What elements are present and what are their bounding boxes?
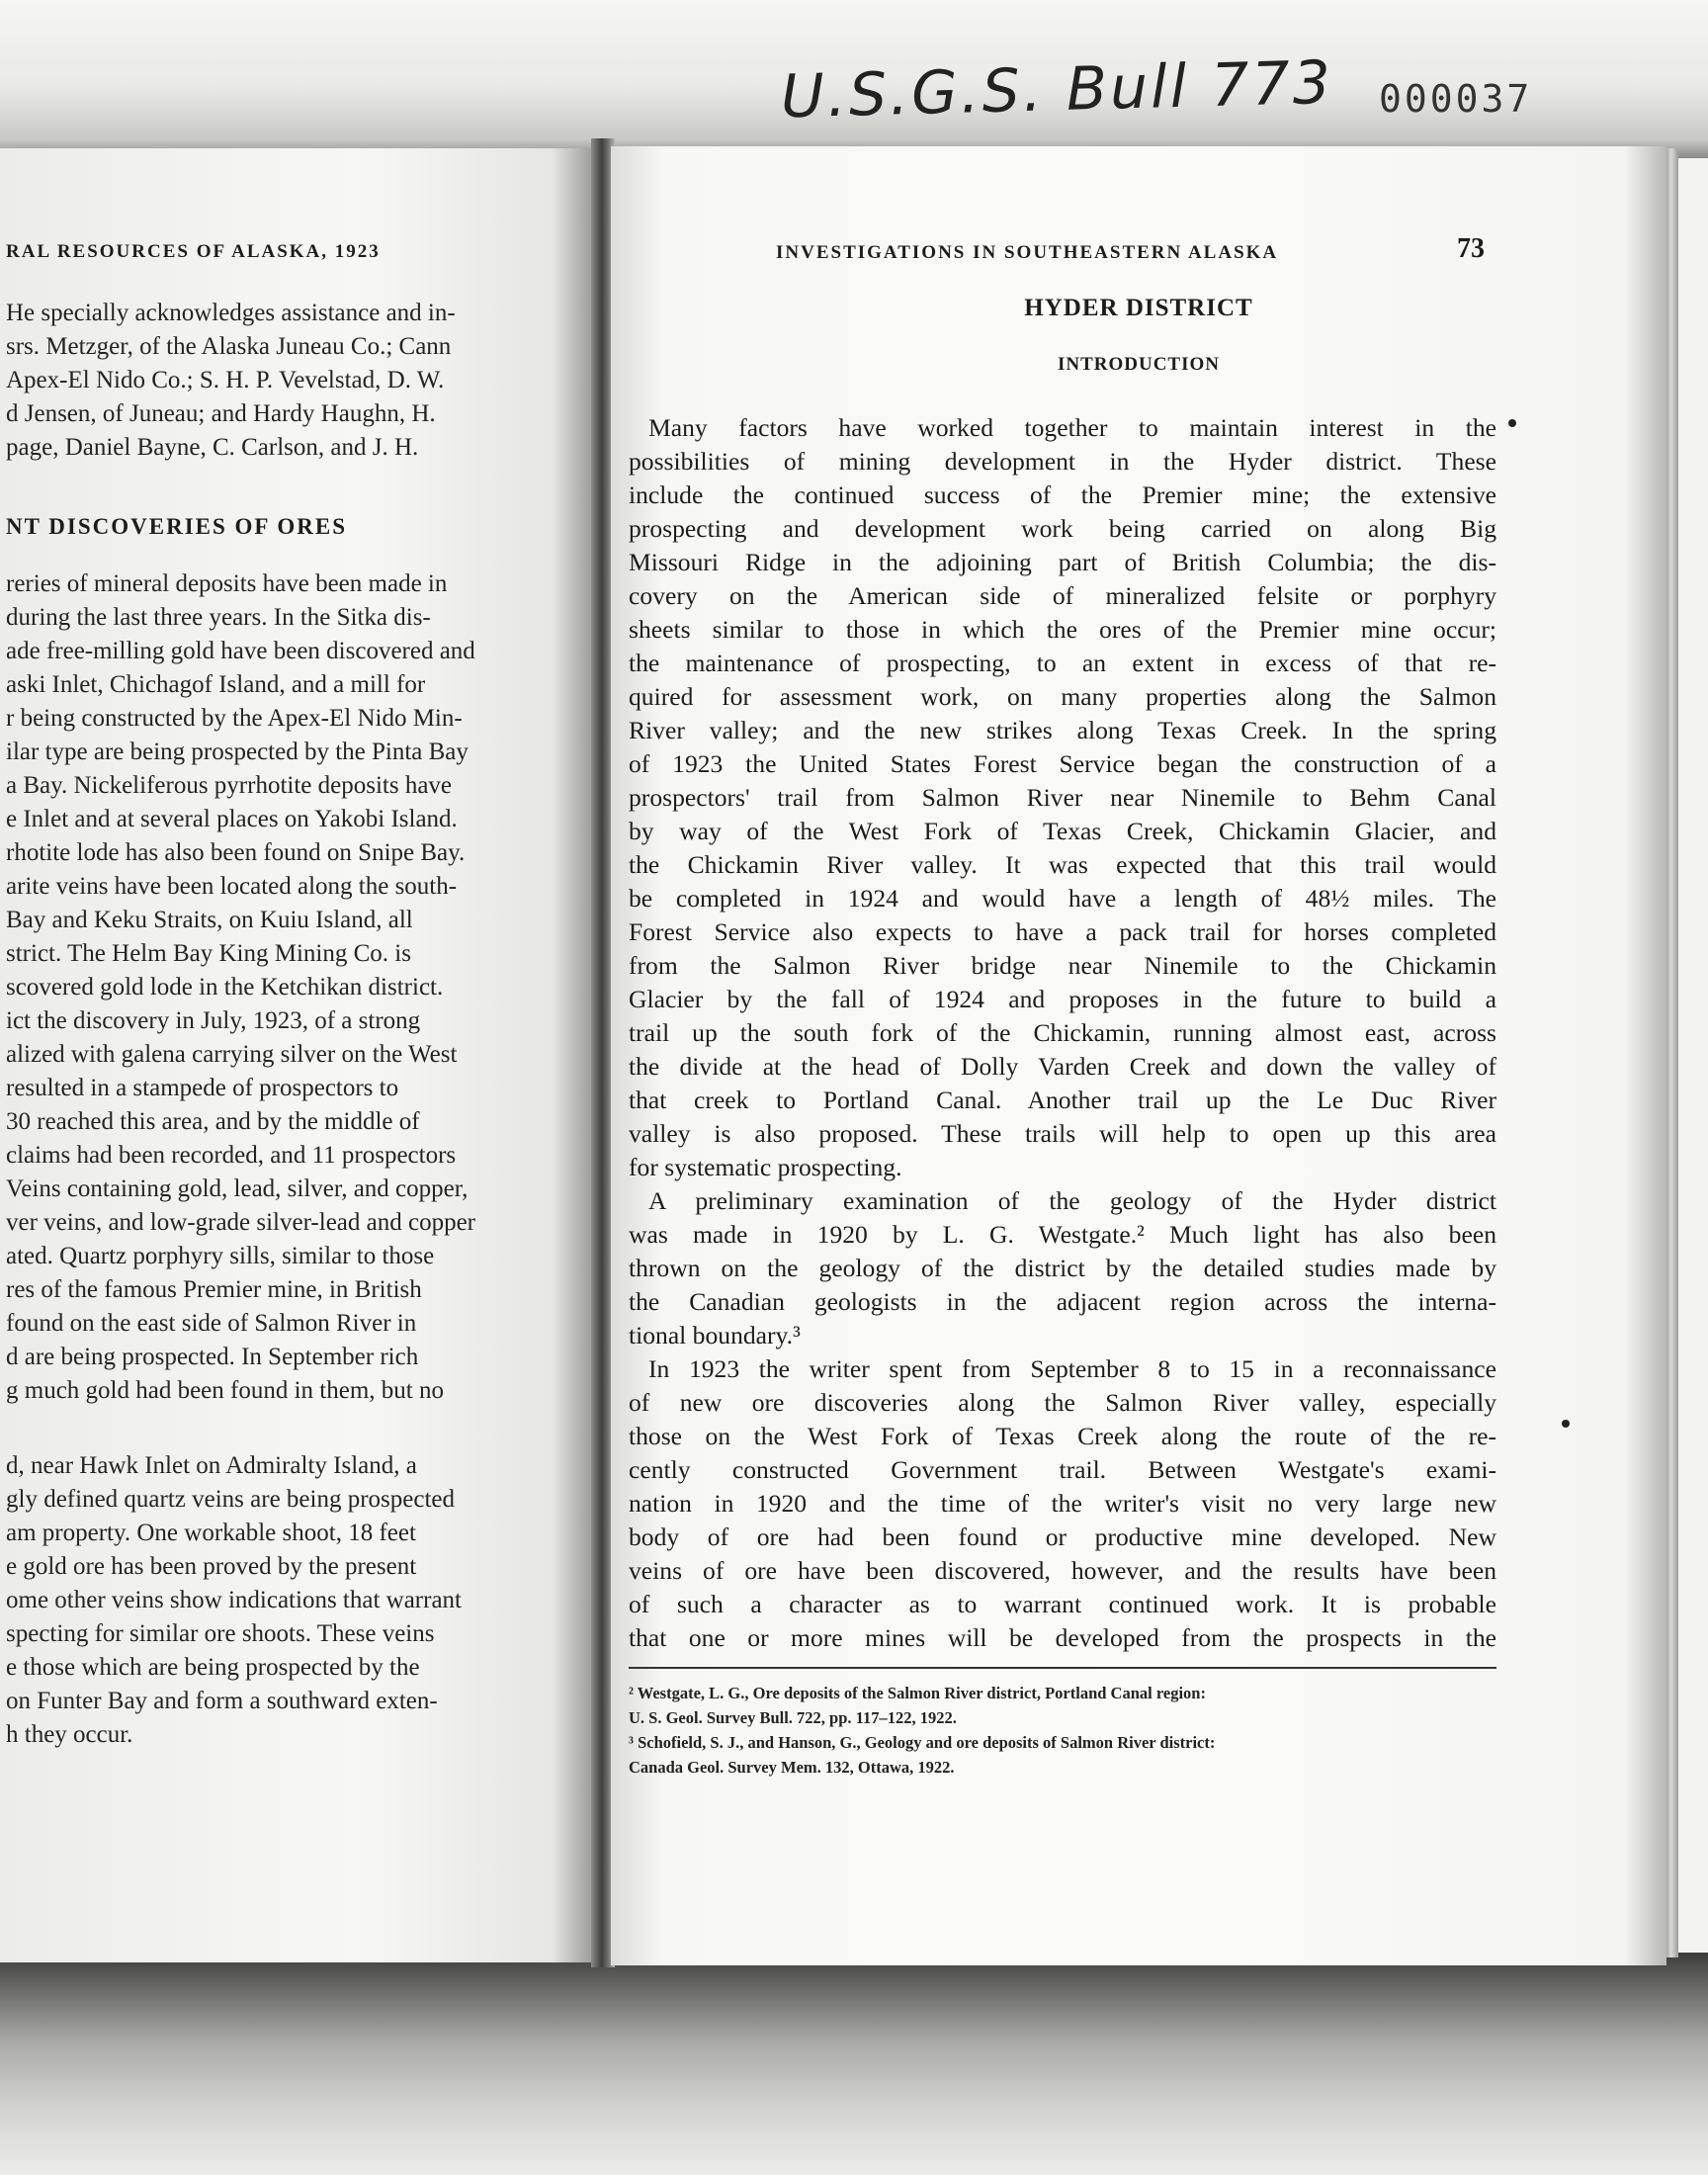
text-line: 30 reached this area, and by the middle of [6, 1108, 420, 1135]
text-line: h they occur. [6, 1721, 133, 1748]
text-line: include the continued success of the Premier mine; the extensive [629, 480, 1496, 509]
text-line: during the last three years. In the Sitka dis- [6, 604, 431, 631]
text-line: e Inlet and at several places on Yakobi Island. [6, 806, 458, 832]
footnote-line: ³ Schofield, S. J., and Hanson, G., Geology and ore deposits of Salmon River district: [629, 1733, 1216, 1752]
text-line: srs. Metzger, of the Alaska Juneau Co.; Cann [6, 333, 452, 360]
text-line: the Canadian geologists in the adjacent region across the interna- [629, 1287, 1496, 1316]
text-line: that creek to Portland Canal. Another trail up the Le Duc River [629, 1086, 1496, 1114]
text-line: River valley; and the new strikes along Texas Creek. In the spring [629, 716, 1496, 744]
text-line: possibilities of mining development in the Hyder district. These [629, 447, 1496, 476]
text-line: arite veins have been located along the south- [6, 873, 458, 900]
text-line: ilar type are being prospected by the Pinta Bay [6, 739, 469, 765]
text-line: aski Inlet, Chichagof Island, and a mill for [6, 671, 426, 698]
footnote-line: U. S. Geol. Survey Bull. 722, pp. 117–122, 1922. [629, 1708, 957, 1727]
text-line: am property. One workable shoot, 18 feet [6, 1520, 416, 1546]
scan-bottom-shadow [0, 1953, 1708, 2175]
text-line: those on the West Fork of Texas Creek along the route of the re- [629, 1422, 1496, 1450]
body-paragraph-3 [629, 1352, 1496, 1655]
text-line: of new ore discoveries along the Salmon River valley, especially [629, 1388, 1496, 1417]
text-line: of such a character as to warrant continued work. It is probable [629, 1590, 1496, 1618]
text-line: e gold ore has been proved by the present [6, 1553, 417, 1580]
text-line: ade free-milling gold have been discovered and [6, 638, 475, 664]
page-number: 73 [1457, 233, 1485, 264]
text-line: d Jensen, of Juneau; and Hardy Haughn, H. [6, 400, 436, 427]
text-line: on Funter Bay and form a southward exten- [6, 1688, 438, 1714]
text-line: of 1923 the United States Forest Service began the construction of a [629, 749, 1496, 778]
text-line: In 1923 the writer spent from September 8 to 15 in a reconnaissance [648, 1354, 1496, 1383]
text-line: body of ore had been found or productive mine developed. New [629, 1522, 1496, 1551]
text-line: strict. The Helm Bay King Mining Co. is [6, 940, 411, 967]
text-line: He specially acknowledges assistance and in- [6, 300, 456, 326]
text-line: for systematic prospecting. [629, 1153, 902, 1181]
text-line: specting for similar ore shoots. These veins [6, 1620, 435, 1647]
text-line: Forest Service also expects to have a pack trail for horses completed [629, 917, 1496, 946]
text-line: d, near Hawk Inlet on Admiralty Island, a [6, 1452, 417, 1479]
text-line: Glacier by the fall of 1924 and proposes in the future to build a [629, 985, 1496, 1013]
text-line: e those which are being prospected by the [6, 1654, 420, 1681]
footnotes [629, 1681, 1496, 1780]
text-line: quired for assessment work, on many properties along the Salmon [629, 682, 1496, 711]
text-line: d are being prospected. In September rich [6, 1344, 419, 1370]
text-line: ver veins, and low-grade silver-lead and copper [6, 1209, 475, 1236]
footnote-rule [629, 1667, 1496, 1669]
text-line: prospecting and development work being carried on along Big [629, 514, 1496, 543]
text-line: veins of ore have been discovered, however, and the results have been [629, 1556, 1496, 1585]
text-line: page, Daniel Bayne, C. Carlson, and J. H. [6, 434, 419, 461]
page-edge [1666, 148, 1678, 1958]
text-line: thrown on the geology of the district by the detailed studies made by [629, 1254, 1496, 1282]
left-paragraph-2 [6, 567, 589, 1408]
footnote-line: Canada Geol. Survey Mem. 132, Ottawa, 1922. [629, 1758, 955, 1777]
section-subtitle: INTRODUCTION [1057, 354, 1221, 375]
text-line: nation in 1920 and the time of the writer's visit no very large new [629, 1489, 1496, 1518]
text-line: sheets similar to those in which the ores of the Premier mine occur; [629, 615, 1496, 644]
speck-mark [1508, 419, 1516, 427]
text-line: Bay and Keku Straits, on Kuiu Island, all [6, 907, 413, 933]
text-line: alized with galena carrying silver on the West [6, 1041, 458, 1068]
text-line: resulted in a stampede of prospectors to [6, 1075, 399, 1101]
text-line: Missouri Ridge in the adjoining part of British Columbia; the dis- [629, 548, 1496, 576]
text-line: covery on the American side of mineralized felsite or porphyry [629, 581, 1496, 610]
text-line: rhotite lode has also been found on Snipe Bay. [6, 839, 466, 866]
text-line: a Bay. Nickeliferous pyrrhotite deposits have [6, 772, 453, 799]
text-line: ict the discovery in July, 1923, of a strong [6, 1007, 421, 1034]
section-title: HYDER DISTRICT [1024, 295, 1253, 321]
text-line: r being constructed by the Apex-El Nido Min- [6, 705, 463, 732]
text-line: found on the east side of Salmon River in [6, 1310, 417, 1337]
body-paragraph-1 [629, 411, 1496, 1184]
text-line: from the Salmon River bridge near Ninemile to the Chickamin [629, 951, 1496, 980]
text-line: gly defined quartz veins are being prospected [6, 1486, 455, 1513]
text-line: ated. Quartz porphyry sills, similar to those [6, 1243, 435, 1269]
text-line: Many factors have worked together to maintain interest in the [648, 413, 1496, 442]
text-line: tional boundary.³ [629, 1321, 801, 1349]
right-running-header: INVESTIGATIONS IN SOUTHEASTERN ALASKA [776, 242, 1279, 263]
text-line: res of the famous Premier mine, in British [6, 1276, 422, 1303]
text-line: valley is also proposed. These trails will help to open up this area [629, 1119, 1496, 1148]
text-line: Veins containing gold, lead, silver, and copper, [6, 1175, 469, 1202]
text-line: ome other veins show indications that warrant [6, 1587, 462, 1613]
text-line: by way of the West Fork of Texas Creek, Chickamin Glacier, and [629, 817, 1496, 845]
text-line: the Chickamin River valley. It was expected that this trail would [629, 850, 1496, 879]
text-line: claims had been recorded, and 11 prospectors [6, 1142, 457, 1169]
text-line: be completed in 1924 and would have a length of 48½ miles. The [629, 884, 1496, 913]
left-section-heading: NT DISCOVERIES OF ORES [6, 514, 347, 539]
body-paragraph-2 [629, 1184, 1496, 1352]
left-paragraph-1 [6, 297, 589, 465]
document-stamp-number: 000037 [1379, 77, 1533, 121]
left-paragraph-3 [6, 1449, 589, 1752]
text-line: A preliminary examination of the geology of the Hyder district [648, 1186, 1496, 1215]
text-line: g much gold had been found in them, but no [6, 1377, 444, 1404]
text-line: was made in 1920 by L. G. Westgate.² Much light has also been [629, 1220, 1496, 1249]
text-line: the divide at the head of Dolly Varden Creek and down the valley of [629, 1052, 1496, 1081]
footnote-line: ² Westgate, L. G., Ore deposits of the Salmon River district, Portland Canal region: [629, 1684, 1206, 1702]
text-line: trail up the south fork of the Chickamin, running almost east, across [629, 1018, 1496, 1047]
text-line: reries of mineral deposits have been made in [6, 570, 448, 597]
handwritten-annotation: U.S.G.S. Bull 773 [780, 47, 1334, 132]
text-line: that one or more mines will be developed from the prospects in the [629, 1623, 1496, 1652]
text-line: prospectors' trail from Salmon River near Ninemile to Behm Canal [629, 783, 1496, 812]
text-line: the maintenance of prospecting, to an extent in excess of that re- [629, 649, 1496, 677]
text-line: Apex-El Nido Co.; S. H. P. Vevelstad, D. W. [6, 367, 445, 393]
speck-mark [1562, 1420, 1570, 1428]
left-running-header: RAL RESOURCES OF ALASKA, 1923 [6, 241, 381, 262]
text-line: cently constructed Government trail. Between Westgate's exami- [629, 1455, 1496, 1484]
text-line: scovered gold lode in the Ketchikan district. [6, 974, 444, 1000]
